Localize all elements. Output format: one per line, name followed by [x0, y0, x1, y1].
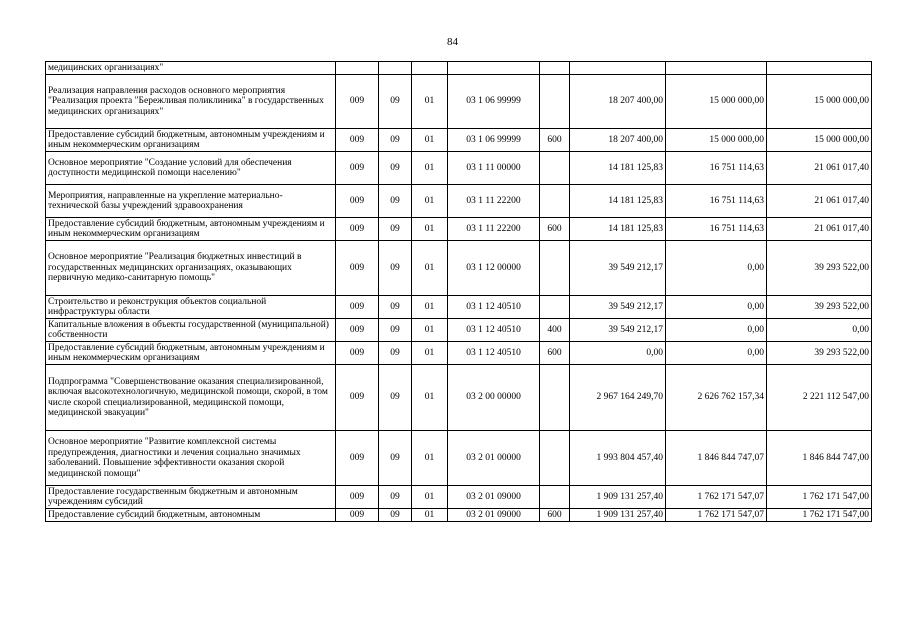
section-code: 09: [379, 365, 412, 431]
amount-year-3: 39 293 522,00: [767, 342, 872, 365]
amount-year-1: 39 549 212,17: [570, 319, 666, 342]
row-name: Предоставление государственным бюджетным и автономным учреждениям субсидий: [46, 486, 336, 509]
section-code: 09: [379, 342, 412, 365]
table-row: [46, 62, 872, 75]
row-name: Основное мероприятие "Реализация бюджетных инвестиций в государственных медицинских организациях, оказывающих первичную медико-санитарную помощь": [46, 241, 336, 296]
expense-type: [540, 75, 570, 129]
section-code: 09: [379, 509, 412, 522]
expense-type: 600: [540, 218, 570, 241]
table-row: [46, 185, 872, 218]
row-name: Капитальные вложения в объекты государственной (муниципальной) собственности: [46, 319, 336, 342]
target-article: 03 1 12 40510: [448, 342, 540, 365]
expense-type: [540, 241, 570, 296]
amount-year-1: 0,00: [570, 342, 666, 365]
section-code: [379, 62, 412, 75]
row-name: Предоставление субсидий бюджетным, автономным учреждениям и иным некоммерческим организациям: [46, 129, 336, 152]
row-name: Мероприятия, направленные на укрепление материально-технической базы учреждений здравоохранения: [46, 185, 336, 218]
row-name: Основное мероприятие "Развитие комплексной системы предупреждения, диагностики и лечения социально значимых заболеваний. Повышение эффективности оказания скорой медицинской помощи": [46, 431, 336, 486]
row-name: Предоставление субсидий бюджетным, автономным учреждениям и иным некоммерческим организациям: [46, 342, 336, 365]
amount-year-3: 2 221 112 547,00: [767, 365, 872, 431]
row-name: Предоставление субсидий бюджетным, автономным: [46, 509, 336, 522]
expense-type: 600: [540, 129, 570, 152]
amount-year-2: 1 762 171 547,07: [666, 509, 767, 522]
section-code: 09: [379, 296, 412, 319]
amount-year-3: 1 762 171 547,00: [767, 486, 872, 509]
amount-year-1: 14 181 125,83: [570, 152, 666, 185]
amount-year-3: 21 061 017,40: [767, 152, 872, 185]
target-article: 03 2 01 09000: [448, 509, 540, 522]
section-code: 09: [379, 218, 412, 241]
amount-year-2: [666, 62, 767, 75]
section-code: 09: [379, 75, 412, 129]
amount-year-2: 16 751 114,63: [666, 218, 767, 241]
amount-year-3: 21 061 017,40: [767, 185, 872, 218]
amount-year-2: 15 000 000,00: [666, 129, 767, 152]
table-row: [46, 509, 872, 522]
amount-year-3: 15 000 000,00: [767, 129, 872, 152]
section-code: 09: [379, 129, 412, 152]
table-row: [46, 296, 872, 319]
subsection-code: 01: [412, 152, 448, 185]
table-row: [46, 129, 872, 152]
subsection-code: 01: [412, 509, 448, 522]
subsection-code: 01: [412, 129, 448, 152]
subsection-code: 01: [412, 319, 448, 342]
amount-year-2: 16 751 114,63: [666, 185, 767, 218]
expense-type: 600: [540, 342, 570, 365]
amount-year-1: 39 549 212,17: [570, 296, 666, 319]
expense-type: [540, 431, 570, 486]
target-article: 03 1 11 00000: [448, 152, 540, 185]
target-article: 03 1 12 40510: [448, 319, 540, 342]
expense-type: [540, 185, 570, 218]
expense-type: 600: [540, 509, 570, 522]
ved-code: 009: [336, 431, 379, 486]
budget-table: [45, 61, 872, 522]
amount-year-3: 0,00: [767, 319, 872, 342]
ved-code: 009: [336, 129, 379, 152]
expense-type: [540, 296, 570, 319]
amount-year-1: 1 993 804 457,40: [570, 431, 666, 486]
table-row: [46, 431, 872, 486]
target-article: 03 1 12 00000: [448, 241, 540, 296]
ved-code: 009: [336, 241, 379, 296]
subsection-code: 01: [412, 365, 448, 431]
ved-code: 009: [336, 296, 379, 319]
subsection-code: 01: [412, 296, 448, 319]
amount-year-3: 39 293 522,00: [767, 296, 872, 319]
expense-type: [540, 62, 570, 75]
amount-year-2: 0,00: [666, 241, 767, 296]
subsection-code: 01: [412, 185, 448, 218]
amount-year-2: 0,00: [666, 342, 767, 365]
expense-type: 400: [540, 319, 570, 342]
ved-code: 009: [336, 342, 379, 365]
subsection-code: 01: [412, 342, 448, 365]
ved-code: [336, 62, 379, 75]
ved-code: 009: [336, 365, 379, 431]
row-name: Основное мероприятие "Создание условий для обеспечения доступности медицинской помощи населению": [46, 152, 336, 185]
page-number: 84: [447, 36, 458, 48]
target-article: 03 2 00 00000: [448, 365, 540, 431]
ved-code: 009: [336, 185, 379, 218]
amount-year-1: 14 181 125,83: [570, 218, 666, 241]
target-article: 03 2 01 00000: [448, 431, 540, 486]
table-row: [46, 486, 872, 509]
amount-year-3: 39 293 522,00: [767, 241, 872, 296]
ved-code: 009: [336, 152, 379, 185]
subsection-code: 01: [412, 218, 448, 241]
amount-year-2: 0,00: [666, 296, 767, 319]
ved-code: 009: [336, 319, 379, 342]
section-code: 09: [379, 185, 412, 218]
amount-year-1: 14 181 125,83: [570, 185, 666, 218]
table-row: [46, 218, 872, 241]
section-code: 09: [379, 486, 412, 509]
row-name: медицинских организациях": [46, 62, 336, 75]
table-row: [46, 152, 872, 185]
row-name: Строительство и реконструкция объектов социальной инфраструктуры области: [46, 296, 336, 319]
target-article: 03 1 06 99999: [448, 129, 540, 152]
section-code: 09: [379, 319, 412, 342]
amount-year-2: 0,00: [666, 319, 767, 342]
expense-type: [540, 365, 570, 431]
target-article: 03 2 01 09000: [448, 486, 540, 509]
row-name: Подпрограмма "Совершенствование оказания специализированной, включая высокотехнологичную, медицинской помощи, скорой, в том числе скорой специализированной, медицинской помощи, медицинской эвакуации": [46, 365, 336, 431]
amount-year-3: 1 762 171 547,00: [767, 509, 872, 522]
amount-year-1: 39 549 212,17: [570, 241, 666, 296]
expense-type: [540, 486, 570, 509]
amount-year-2: 2 626 762 157,34: [666, 365, 767, 431]
ved-code: 009: [336, 218, 379, 241]
amount-year-1: [570, 62, 666, 75]
amount-year-1: 2 967 164 249,70: [570, 365, 666, 431]
amount-year-2: 1 846 844 747,07: [666, 431, 767, 486]
expense-type: [540, 152, 570, 185]
amount-year-3: 21 061 017,40: [767, 218, 872, 241]
subsection-code: 01: [412, 431, 448, 486]
amount-year-3: 15 000 000,00: [767, 75, 872, 129]
section-code: 09: [379, 152, 412, 185]
target-article: 03 1 06 99999: [448, 75, 540, 129]
table-row: [46, 365, 872, 431]
row-name: Предоставление субсидий бюджетным, автономным учреждениям и иным некоммерческим организациям: [46, 218, 336, 241]
amount-year-3: 1 846 844 747,00: [767, 431, 872, 486]
amount-year-2: 16 751 114,63: [666, 152, 767, 185]
section-code: 09: [379, 431, 412, 486]
subsection-code: 01: [412, 241, 448, 296]
ved-code: 009: [336, 509, 379, 522]
table-row: [46, 342, 872, 365]
amount-year-2: 15 000 000,00: [666, 75, 767, 129]
subsection-code: 01: [412, 75, 448, 129]
subsection-code: 01: [412, 486, 448, 509]
subsection-code: [412, 62, 448, 75]
amount-year-2: 1 762 171 547,07: [666, 486, 767, 509]
table-row: [46, 241, 872, 296]
row-name: Реализация направления расходов основного мероприятия "Реализация проекта "Бережливая поликлиника" в государственных медицинских организациях": [46, 75, 336, 129]
amount-year-1: 1 909 131 257,40: [570, 509, 666, 522]
amount-year-3: [767, 62, 872, 75]
target-article: 03 1 11 22200: [448, 218, 540, 241]
amount-year-1: 1 909 131 257,40: [570, 486, 666, 509]
amount-year-1: 18 207 400,00: [570, 75, 666, 129]
target-article: [448, 62, 540, 75]
table-row: [46, 319, 872, 342]
target-article: 03 1 12 40510: [448, 296, 540, 319]
section-code: 09: [379, 241, 412, 296]
table-row: [46, 75, 872, 129]
ved-code: 009: [336, 486, 379, 509]
target-article: 03 1 11 22200: [448, 185, 540, 218]
amount-year-1: 18 207 400,00: [570, 129, 666, 152]
ved-code: 009: [336, 75, 379, 129]
